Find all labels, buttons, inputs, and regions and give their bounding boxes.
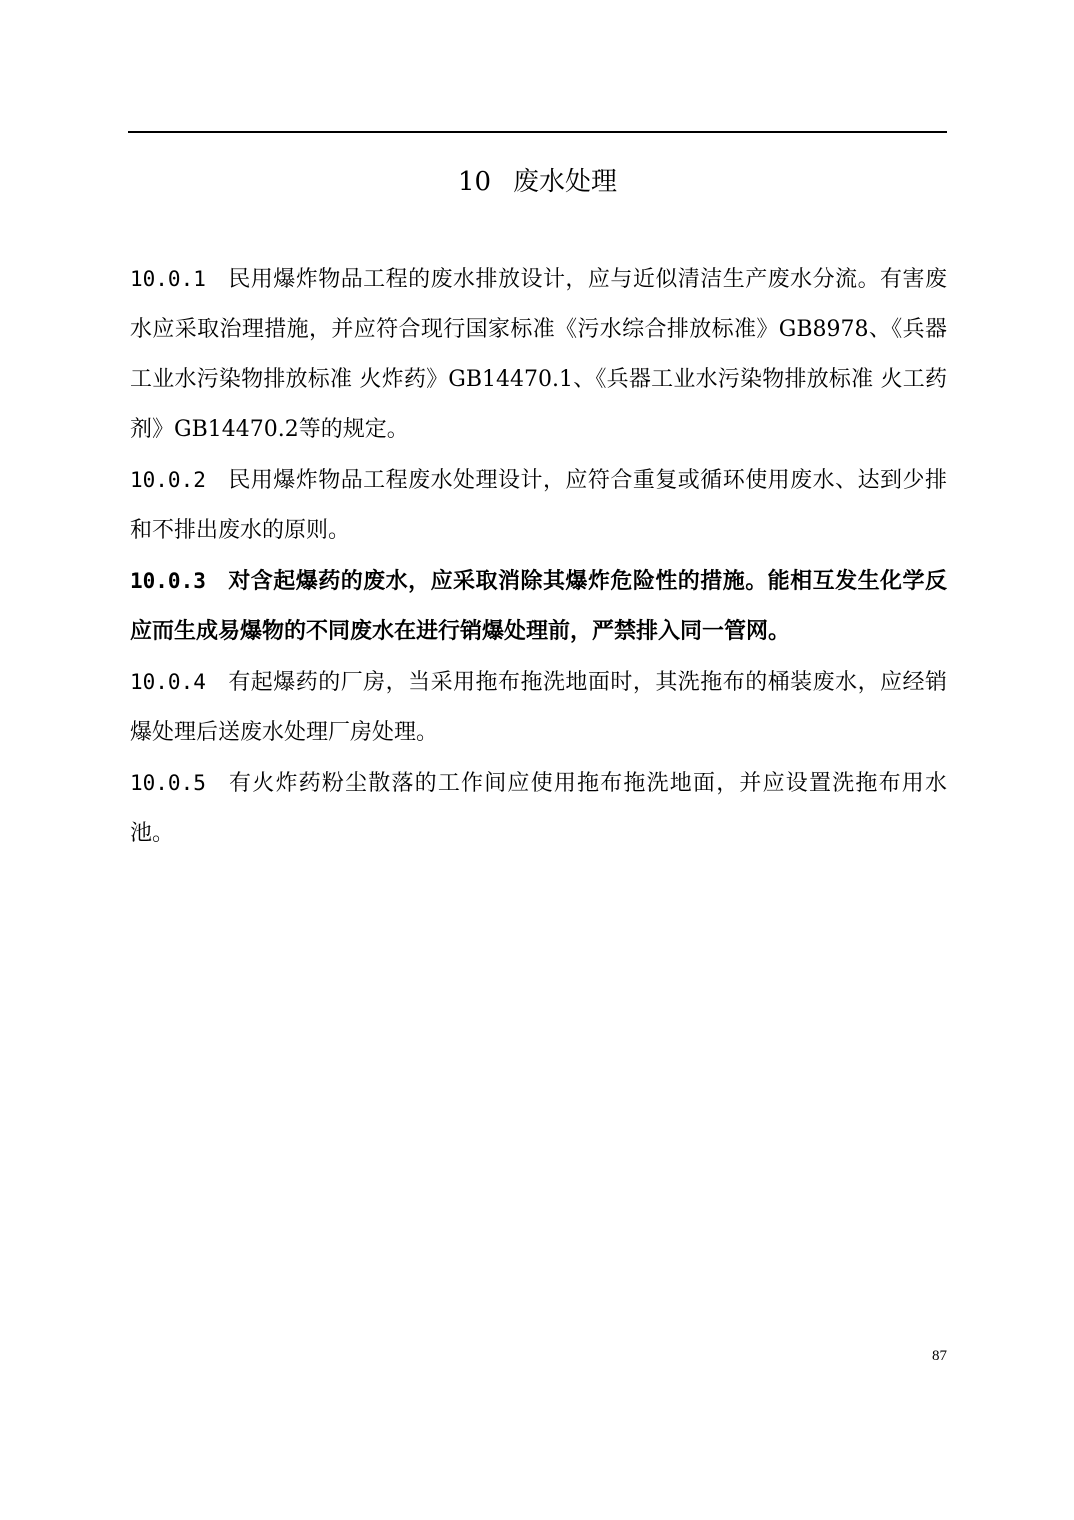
chapter-title-text: 废水处理 [513, 167, 618, 197]
clause-10-0-2 [130, 455, 947, 556]
chapter-number: 10 [457, 167, 492, 197]
chapter-title [128, 162, 947, 202]
clause-10-0-5 [130, 758, 947, 859]
clause-10-0-1 [130, 254, 947, 455]
clause-number: 10.0.5 [130, 771, 206, 795]
clause-number: 10.0.3 [130, 569, 206, 593]
clause-text: 有火炸药粉尘散落的工作间应使用拖布拖洗地面，并应设置洗拖布用水池。 [130, 771, 947, 846]
clause-number: 10.0.2 [130, 468, 206, 492]
clause-text: 有起爆药的厂房，当采用拖布拖洗地面时，其洗拖布的桶装废水，应经销爆处理后送废水处理厂房处理。 [130, 670, 947, 745]
clause-number: 10.0.4 [130, 670, 206, 694]
clause-list [130, 254, 947, 859]
header-rule [128, 131, 947, 133]
clause-text: 民用爆炸物品工程的废水排放设计，应与近似清洁生产废水分流。有害废水应采取治理措施，并应符合现行国家标准《污水综合排放标准》GB8978、《兵器工业水污染物排放标准 火炸药》GB14470.1、《兵器工业水污染物排放标准 火工药剂》GB14470.2等的规定。 [130, 267, 947, 442]
clause-10-0-3 [130, 556, 947, 657]
clause-10-0-4 [130, 657, 947, 758]
clause-number: 10.0.1 [130, 267, 206, 291]
clause-text: 民用爆炸物品工程废水处理设计，应符合重复或循环使用废水、达到少排和不排出废水的原则。 [130, 468, 947, 543]
clause-text: 对含起爆药的废水，应采取消除其爆炸危险性的措施。能相互发生化学反应而生成易爆物的不同废水在进行销爆处理前，严禁排入同一管网。 [130, 569, 947, 644]
page-number: 87 [932, 1348, 947, 1364]
